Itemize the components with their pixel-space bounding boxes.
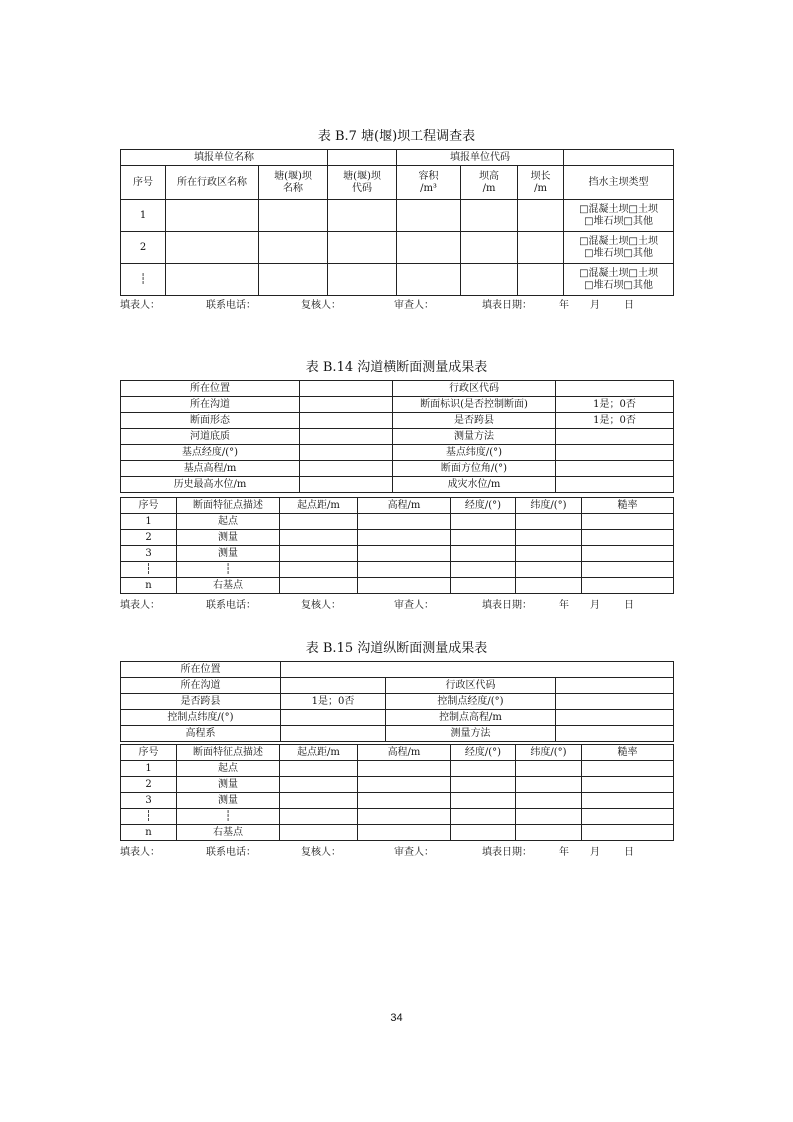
cell-district[interactable] [166, 264, 259, 296]
header-roughness: 糙率 [582, 745, 674, 761]
cell-roughness[interactable] [582, 761, 674, 777]
header-dam-type: 挡水主坝类型 [564, 166, 674, 200]
table-b15-info [120, 661, 674, 742]
cell-dam-code[interactable] [328, 264, 397, 296]
header-seq: 序号 [121, 166, 166, 200]
header-district: 所在行政区名称 [166, 166, 259, 200]
info-value-method[interactable] [556, 726, 674, 742]
row-seq: ┆ [121, 809, 177, 825]
sig-month: 月 [590, 847, 600, 858]
info-value-channel[interactable] [281, 678, 386, 694]
header-latitude: 纬度/(°) [516, 498, 582, 514]
sig-year: 年 [559, 300, 569, 311]
sig-auditor: 审查人： [394, 600, 434, 611]
info-label-elev-system: 高程系 [121, 726, 281, 742]
cell-longitude[interactable] [451, 562, 516, 578]
fill-unit-code-value[interactable] [564, 150, 674, 166]
cell-elevation[interactable] [358, 562, 451, 578]
info-row [121, 477, 674, 493]
row-desc: 测量 [177, 793, 280, 809]
cell-longitude[interactable] [451, 825, 516, 841]
cell-dam-type-options[interactable] [564, 232, 674, 264]
info-label-ctrl-lat: 控制点纬度/(°) [121, 710, 281, 726]
fill-unit-code-label: 填报单位代码 [397, 150, 564, 166]
row-desc: 测量 [177, 530, 280, 546]
cell-dam-code[interactable] [328, 200, 397, 232]
table-row [121, 530, 674, 546]
info-value-ctrl-lon[interactable] [556, 694, 674, 710]
table-row [121, 761, 674, 777]
header-volume-line2: /m³ [420, 182, 437, 194]
info-row [121, 694, 674, 710]
info-value[interactable] [556, 461, 674, 477]
table-b14-info [120, 380, 674, 493]
cell-elevation[interactable] [358, 809, 451, 825]
row-desc: 右基点 [177, 578, 280, 594]
info-label: 所在位置 [121, 381, 300, 397]
signature-line-b14 [120, 599, 680, 613]
header-roughness: 糙率 [582, 498, 674, 514]
info-value[interactable] [556, 429, 674, 445]
cell-dam-name[interactable] [259, 264, 328, 296]
cell-latitude[interactable] [516, 777, 582, 793]
header-dam-length-line1: 坝长 [530, 170, 551, 182]
cell-roughness[interactable] [582, 514, 674, 530]
info-value[interactable] [556, 477, 674, 493]
sig-year: 年 [559, 600, 569, 611]
info-label: 行政区代码 [393, 381, 556, 397]
table-b14-measure [120, 497, 674, 594]
dam-type-option-line1: □混凝土坝□土坝 [579, 235, 658, 247]
cell-latitude[interactable] [516, 530, 582, 546]
cell-elevation[interactable] [358, 761, 451, 777]
cell-start-distance[interactable] [280, 809, 358, 825]
table-row [121, 793, 674, 809]
sig-phone: 联系电话： [206, 847, 256, 858]
cell-roughness[interactable] [582, 530, 674, 546]
table-row [121, 264, 674, 296]
header-start-distance: 起点距/m [280, 745, 358, 761]
sig-reviewer: 复核人： [301, 300, 341, 311]
info-value[interactable] [556, 381, 674, 397]
cell-length[interactable] [518, 200, 564, 232]
cell-dam-type-options[interactable] [564, 200, 674, 232]
info-label: 基点经度/(°) [121, 445, 300, 461]
cell-start-distance[interactable] [280, 562, 358, 578]
cell-roughness[interactable] [582, 777, 674, 793]
header-dam-height-line1: 坝高 [479, 170, 500, 182]
cell-roughness[interactable] [582, 562, 674, 578]
cell-elevation[interactable] [358, 546, 451, 562]
table-b15-caption: 表 B.15 沟道纵断面测量成果表 [305, 641, 488, 656]
cell-start-distance[interactable] [280, 530, 358, 546]
info-label-cross-county: 是否跨县 [121, 694, 281, 710]
info-label: 断面形态 [121, 413, 300, 429]
header-seq: 序号 [121, 498, 177, 514]
row-seq: 2 [121, 530, 177, 546]
info-row [121, 726, 674, 742]
header-dam-name-line1: 塘(堰)坝 [274, 170, 312, 182]
cell-latitude[interactable] [516, 514, 582, 530]
sig-day: 日 [624, 600, 634, 611]
info-label: 成灾水位/m [393, 477, 556, 493]
info-row [121, 662, 674, 678]
row-desc: 右基点 [177, 825, 280, 841]
info-value-district-code[interactable] [556, 678, 674, 694]
info-value-location[interactable] [281, 662, 674, 678]
cell-roughness[interactable] [582, 578, 674, 594]
fill-unit-name-value[interactable] [328, 150, 397, 166]
cell-latitude[interactable] [516, 562, 582, 578]
page-number: 34 [390, 1012, 403, 1024]
row-desc: 测量 [177, 777, 280, 793]
info-row [121, 461, 674, 477]
dam-type-option-line1: □混凝土坝□土坝 [579, 203, 658, 215]
header-feature-desc: 断面特征点描述 [177, 498, 280, 514]
row-seq: 3 [121, 793, 177, 809]
row-seq: 2 [121, 777, 177, 793]
header-feature-desc: 断面特征点描述 [177, 745, 280, 761]
info-row [121, 397, 674, 413]
dam-type-option-line2: □堆石坝□其他 [584, 247, 653, 259]
cell-start-distance[interactable] [280, 777, 358, 793]
table-b15-measure [120, 744, 674, 841]
info-label: 河道底质 [121, 429, 300, 445]
sig-filler: 填表人： [120, 600, 160, 611]
cell-roughness[interactable] [582, 793, 674, 809]
header-longitude: 经度/(°) [451, 745, 516, 761]
sig-auditor: 审查人： [394, 847, 434, 858]
header-volume-line1: 容积 [418, 170, 439, 182]
measure-header-row [121, 498, 674, 514]
cell-latitude[interactable] [516, 825, 582, 841]
cell-height[interactable] [461, 200, 518, 232]
cell-start-distance[interactable] [280, 761, 358, 777]
info-label: 历史最高水位/m [121, 477, 300, 493]
cell-district[interactable] [166, 232, 259, 264]
table-row [121, 514, 674, 530]
info-row [121, 381, 674, 397]
sig-reviewer: 复核人： [301, 600, 341, 611]
info-value[interactable]: 1是；0否 [556, 413, 674, 429]
info-row [121, 678, 674, 694]
info-value[interactable]: 1是；0否 [556, 397, 674, 413]
sig-date: 填表日期： [482, 300, 532, 311]
info-label: 是否跨县 [393, 413, 556, 429]
info-label: 所在沟道 [121, 397, 300, 413]
row-desc: 起点 [177, 761, 280, 777]
info-row [121, 445, 674, 461]
header-dam-length-line2: /m [534, 182, 547, 194]
cell-volume[interactable] [397, 232, 461, 264]
cell-longitude[interactable] [451, 793, 516, 809]
cell-latitude[interactable] [516, 793, 582, 809]
info-value-ctrl-elev[interactable] [556, 710, 674, 726]
measure-header-row [121, 745, 674, 761]
header-dam-name-line2: 名称 [283, 182, 303, 194]
cell-elevation[interactable] [358, 793, 451, 809]
header-longitude: 经度/(°) [451, 498, 516, 514]
row-seq: 1 [121, 514, 177, 530]
cell-latitude[interactable] [516, 578, 582, 594]
sig-phone: 联系电话： [206, 300, 256, 311]
cell-elevation[interactable] [358, 514, 451, 530]
header-dam-length [518, 166, 564, 200]
cell-latitude[interactable] [516, 546, 582, 562]
cell-start-distance[interactable] [280, 578, 358, 594]
table-row [121, 777, 674, 793]
info-value[interactable] [556, 445, 674, 461]
cell-start-distance[interactable] [280, 514, 358, 530]
cell-dam-code[interactable] [328, 232, 397, 264]
cell-longitude[interactable] [451, 578, 516, 594]
header-dam-code [328, 166, 397, 200]
info-value[interactable] [300, 413, 393, 429]
cell-longitude[interactable] [451, 761, 516, 777]
signature-line-b7 [120, 299, 680, 313]
cell-longitude[interactable] [451, 514, 516, 530]
info-value[interactable] [300, 445, 393, 461]
sig-phone: 联系电话： [206, 600, 256, 611]
cell-volume[interactable] [397, 264, 461, 296]
info-label-method: 测量方法 [386, 726, 556, 742]
info-label: 基点纬度/(°) [393, 445, 556, 461]
fill-unit-name-label: 填报单位名称 [121, 150, 328, 166]
cell-dam-name[interactable] [259, 200, 328, 232]
cell-district[interactable] [166, 200, 259, 232]
dam-type-option-line2: □堆石坝□其他 [584, 215, 653, 227]
info-value-elev-system[interactable] [281, 726, 386, 742]
dam-type-option-line1: □混凝土坝□土坝 [579, 267, 658, 279]
cell-length[interactable] [518, 232, 564, 264]
sig-reviewer: 复核人： [301, 847, 341, 858]
header-latitude: 纬度/(°) [516, 745, 582, 761]
info-label-ctrl-elev: 控制点高程/m [386, 710, 556, 726]
row-seq: 2 [121, 232, 166, 264]
info-label-district-code: 行政区代码 [386, 678, 556, 694]
sig-month: 月 [590, 300, 600, 311]
row-seq: n [121, 578, 177, 594]
row-desc: 起点 [177, 514, 280, 530]
table-row [121, 809, 674, 825]
table-row [121, 200, 674, 232]
sig-filler: 填表人： [120, 300, 160, 311]
header-start-distance: 起点距/m [280, 498, 358, 514]
row-desc: ┆ [177, 562, 280, 578]
cell-height[interactable] [461, 232, 518, 264]
info-label-channel: 所在沟道 [121, 678, 281, 694]
cell-length[interactable] [518, 264, 564, 296]
cell-dam-name[interactable] [259, 232, 328, 264]
table-row [121, 546, 674, 562]
header-volume [397, 166, 461, 200]
sig-day: 日 [624, 300, 634, 311]
header-dam-height-line2: /m [482, 182, 496, 194]
row-desc: ┆ [177, 809, 280, 825]
dam-type-option-line2: □堆石坝□其他 [584, 279, 653, 291]
info-value-cross-county[interactable]: 1是；0否 [281, 694, 386, 710]
cell-roughness[interactable] [582, 809, 674, 825]
table-b14-caption: 表 B.14 沟道横断面测量成果表 [305, 360, 488, 375]
row-seq: 3 [121, 546, 177, 562]
cell-longitude[interactable] [451, 777, 516, 793]
header-elevation: 高程/m [358, 745, 451, 761]
cell-elevation[interactable] [358, 578, 451, 594]
cell-longitude[interactable] [451, 546, 516, 562]
row-seq: n [121, 825, 177, 841]
cell-longitude[interactable] [451, 530, 516, 546]
cell-roughness[interactable] [582, 825, 674, 841]
info-value-ctrl-lat[interactable] [281, 710, 386, 726]
row-seq: 1 [121, 761, 177, 777]
sig-date: 填表日期： [482, 600, 532, 611]
header-dam-code-line1: 塘(堰)坝 [343, 170, 381, 182]
sig-month: 月 [590, 600, 600, 611]
row-seq: 1 [121, 200, 166, 232]
cell-roughness[interactable] [582, 546, 674, 562]
cell-start-distance[interactable] [280, 825, 358, 841]
info-label-location: 所在位置 [121, 662, 281, 678]
cell-latitude[interactable] [516, 761, 582, 777]
cell-latitude[interactable] [516, 809, 582, 825]
info-value[interactable] [300, 397, 393, 413]
row-seq: ┆ [121, 264, 166, 296]
cell-elevation[interactable] [358, 530, 451, 546]
table-row [121, 232, 674, 264]
info-value[interactable] [300, 461, 393, 477]
info-value[interactable] [300, 477, 393, 493]
signature-line-b15 [120, 846, 680, 860]
info-row [121, 413, 674, 429]
cell-elevation[interactable] [358, 825, 451, 841]
cell-longitude[interactable] [451, 809, 516, 825]
sig-day: 日 [624, 847, 634, 858]
info-value[interactable] [300, 429, 393, 445]
sig-auditor: 审查人： [394, 300, 434, 311]
cell-start-distance[interactable] [280, 793, 358, 809]
header-dam-height [461, 166, 518, 200]
table-row [121, 578, 674, 594]
cell-start-distance[interactable] [280, 546, 358, 562]
info-label: 断面标识(是否控制断面) [393, 397, 556, 413]
info-label-ctrl-lon: 控制点经度/(°) [386, 694, 556, 710]
row-desc: 测量 [177, 546, 280, 562]
header-dam-code-line2: 代码 [352, 182, 373, 194]
sig-date: 填表日期： [482, 847, 532, 858]
info-label: 测量方法 [393, 429, 556, 445]
header-dam-name [259, 166, 328, 200]
header-seq: 序号 [121, 745, 177, 761]
cell-elevation[interactable] [358, 777, 451, 793]
cell-volume[interactable] [397, 200, 461, 232]
table-b7-caption: 表 B.7 塘(堰)坝工程调查表 [317, 129, 476, 144]
row-seq: ┆ [121, 562, 177, 578]
table-row [121, 562, 674, 578]
table-b7 [120, 149, 674, 296]
cell-dam-type-options[interactable] [564, 264, 674, 296]
cell-height[interactable] [461, 264, 518, 296]
info-label: 基点高程/m [121, 461, 300, 477]
table-row [121, 825, 674, 841]
info-row [121, 429, 674, 445]
info-row [121, 710, 674, 726]
sig-filler: 填表人： [120, 847, 160, 858]
info-value[interactable] [300, 381, 393, 397]
sig-year: 年 [559, 847, 569, 858]
info-label: 断面方位角/(°) [393, 461, 556, 477]
header-elevation: 高程/m [358, 498, 451, 514]
